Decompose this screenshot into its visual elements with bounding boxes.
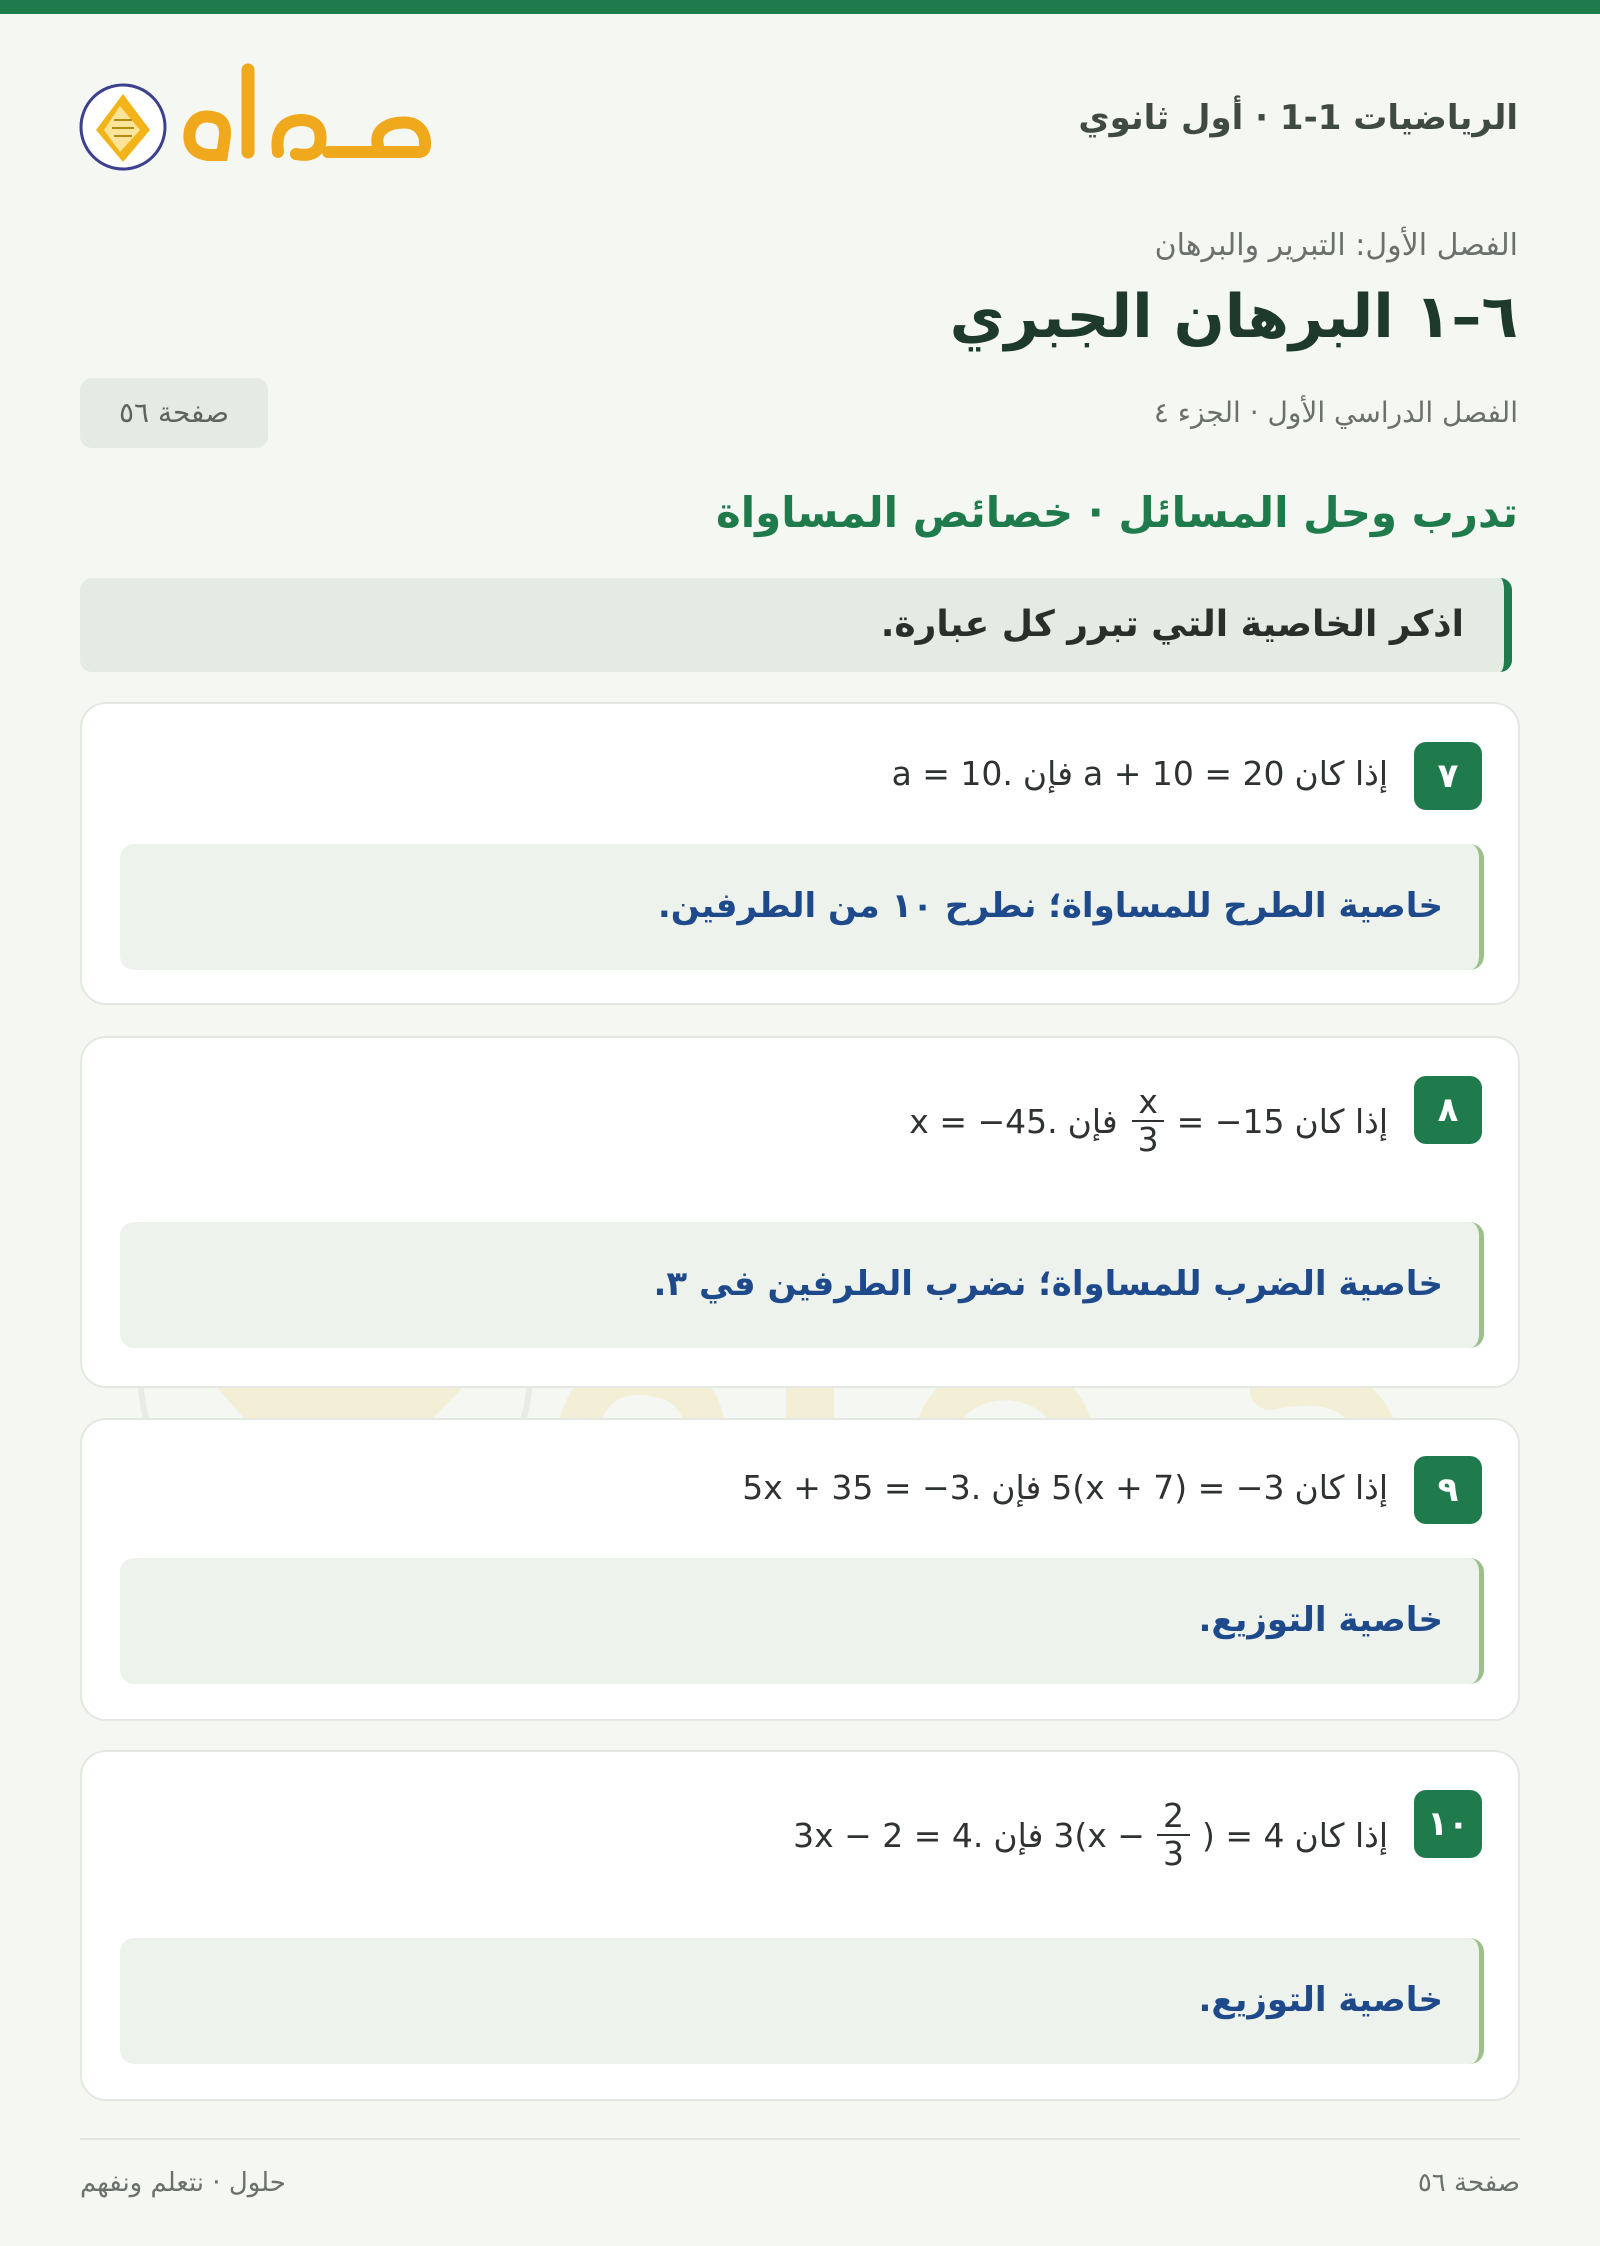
fraction — [1132, 1084, 1165, 1159]
footer-page: صفحة ٥٦ — [1417, 2168, 1520, 2198]
answer-box — [120, 1558, 1484, 1684]
answer-text: خاصية التوزيع. — [1198, 1600, 1443, 1640]
answer-text: خاصية الضرب للمساواة؛ نضرب الطرفين في ٣. — [653, 1264, 1443, 1304]
if-word: إذا كان — [1294, 1101, 1388, 1141]
book-emblem-icon — [78, 82, 168, 172]
given-equation — [1128, 1084, 1285, 1159]
given-pre: 3(x − — [1053, 1815, 1145, 1855]
given-equation: a + 10 = 20 — [1083, 754, 1285, 793]
section-heading: تدرب وحل المسائل · خصائص المساواة — [715, 488, 1518, 537]
result-equation: 5x + 35 = −3. — [742, 1468, 982, 1507]
problem-statement — [742, 1468, 1388, 1507]
result-equation: x = −45. — [909, 1101, 1058, 1141]
instruction-box — [80, 578, 1512, 672]
then-word: فإن — [1067, 1101, 1118, 1141]
term-label: الفصل الدراسي الأول · الجزء ٤ — [1153, 396, 1518, 429]
logo-wordmark — [178, 60, 438, 170]
subject-title: الرياضيات 1-1 · أول ثانوي — [1078, 98, 1518, 138]
page-badge: صفحة ٥٦ — [80, 378, 268, 448]
problem-card-10 — [80, 1750, 1520, 2101]
given-equation: 5(x + 7) = −3 — [1051, 1468, 1285, 1507]
answer-box — [120, 1222, 1484, 1348]
answer-box — [120, 844, 1484, 970]
problem-card-7 — [80, 702, 1520, 1005]
instruction-text: اذكر الخاصية التي تبرر كل عبارة. — [880, 604, 1464, 645]
problem-card-8 — [80, 1036, 1520, 1388]
result-equation: a = 10. — [891, 754, 1013, 793]
given-post: ) = 4 — [1201, 1815, 1285, 1855]
result-equation: 3x − 2 = 4. — [793, 1815, 984, 1855]
given-equation — [1053, 1798, 1284, 1873]
fraction — [1157, 1798, 1190, 1873]
if-word: إذا كان — [1294, 1815, 1388, 1855]
then-word: فإن — [993, 1815, 1044, 1855]
footer-brand: حلول · نتعلم ونفهم — [80, 2168, 286, 2198]
fraction-numerator: 2 — [1157, 1798, 1190, 1836]
if-word: إذا كان — [1294, 1468, 1388, 1507]
fraction-numerator: x — [1132, 1084, 1164, 1122]
problem-number-badge: ٨ — [1414, 1076, 1482, 1144]
if-word: إذا كان — [1294, 754, 1388, 793]
problem-statement — [892, 754, 1388, 793]
then-word: فإن — [1022, 754, 1073, 793]
answer-text: خاصية الطرح للمساواة؛ نطرح ١٠ من الطرفين. — [657, 886, 1443, 926]
fraction-denominator: 3 — [1162, 1834, 1184, 1874]
problem-number-badge: ٩ — [1414, 1456, 1482, 1524]
footer-divider — [80, 2138, 1520, 2140]
problem-number-badge: ١٠ — [1414, 1790, 1482, 1858]
answer-box — [120, 1938, 1484, 2064]
answer-text: خاصية التوزيع. — [1198, 1980, 1443, 2020]
lesson-title: ٦–١ البرهان الجبري — [949, 282, 1518, 352]
then-word: فإن — [991, 1468, 1042, 1507]
fraction-denominator: 3 — [1137, 1120, 1159, 1160]
top-accent-bar — [0, 0, 1600, 14]
problem-statement — [909, 1084, 1388, 1159]
chapter-label: الفصل الأول: التبرير والبرهان — [1154, 228, 1518, 263]
problem-card-9 — [80, 1418, 1520, 1721]
problem-statement — [793, 1798, 1388, 1873]
given-rest: = −15 — [1176, 1101, 1285, 1141]
problem-number-badge: ٧ — [1414, 742, 1482, 810]
hulul-logo — [78, 60, 358, 180]
